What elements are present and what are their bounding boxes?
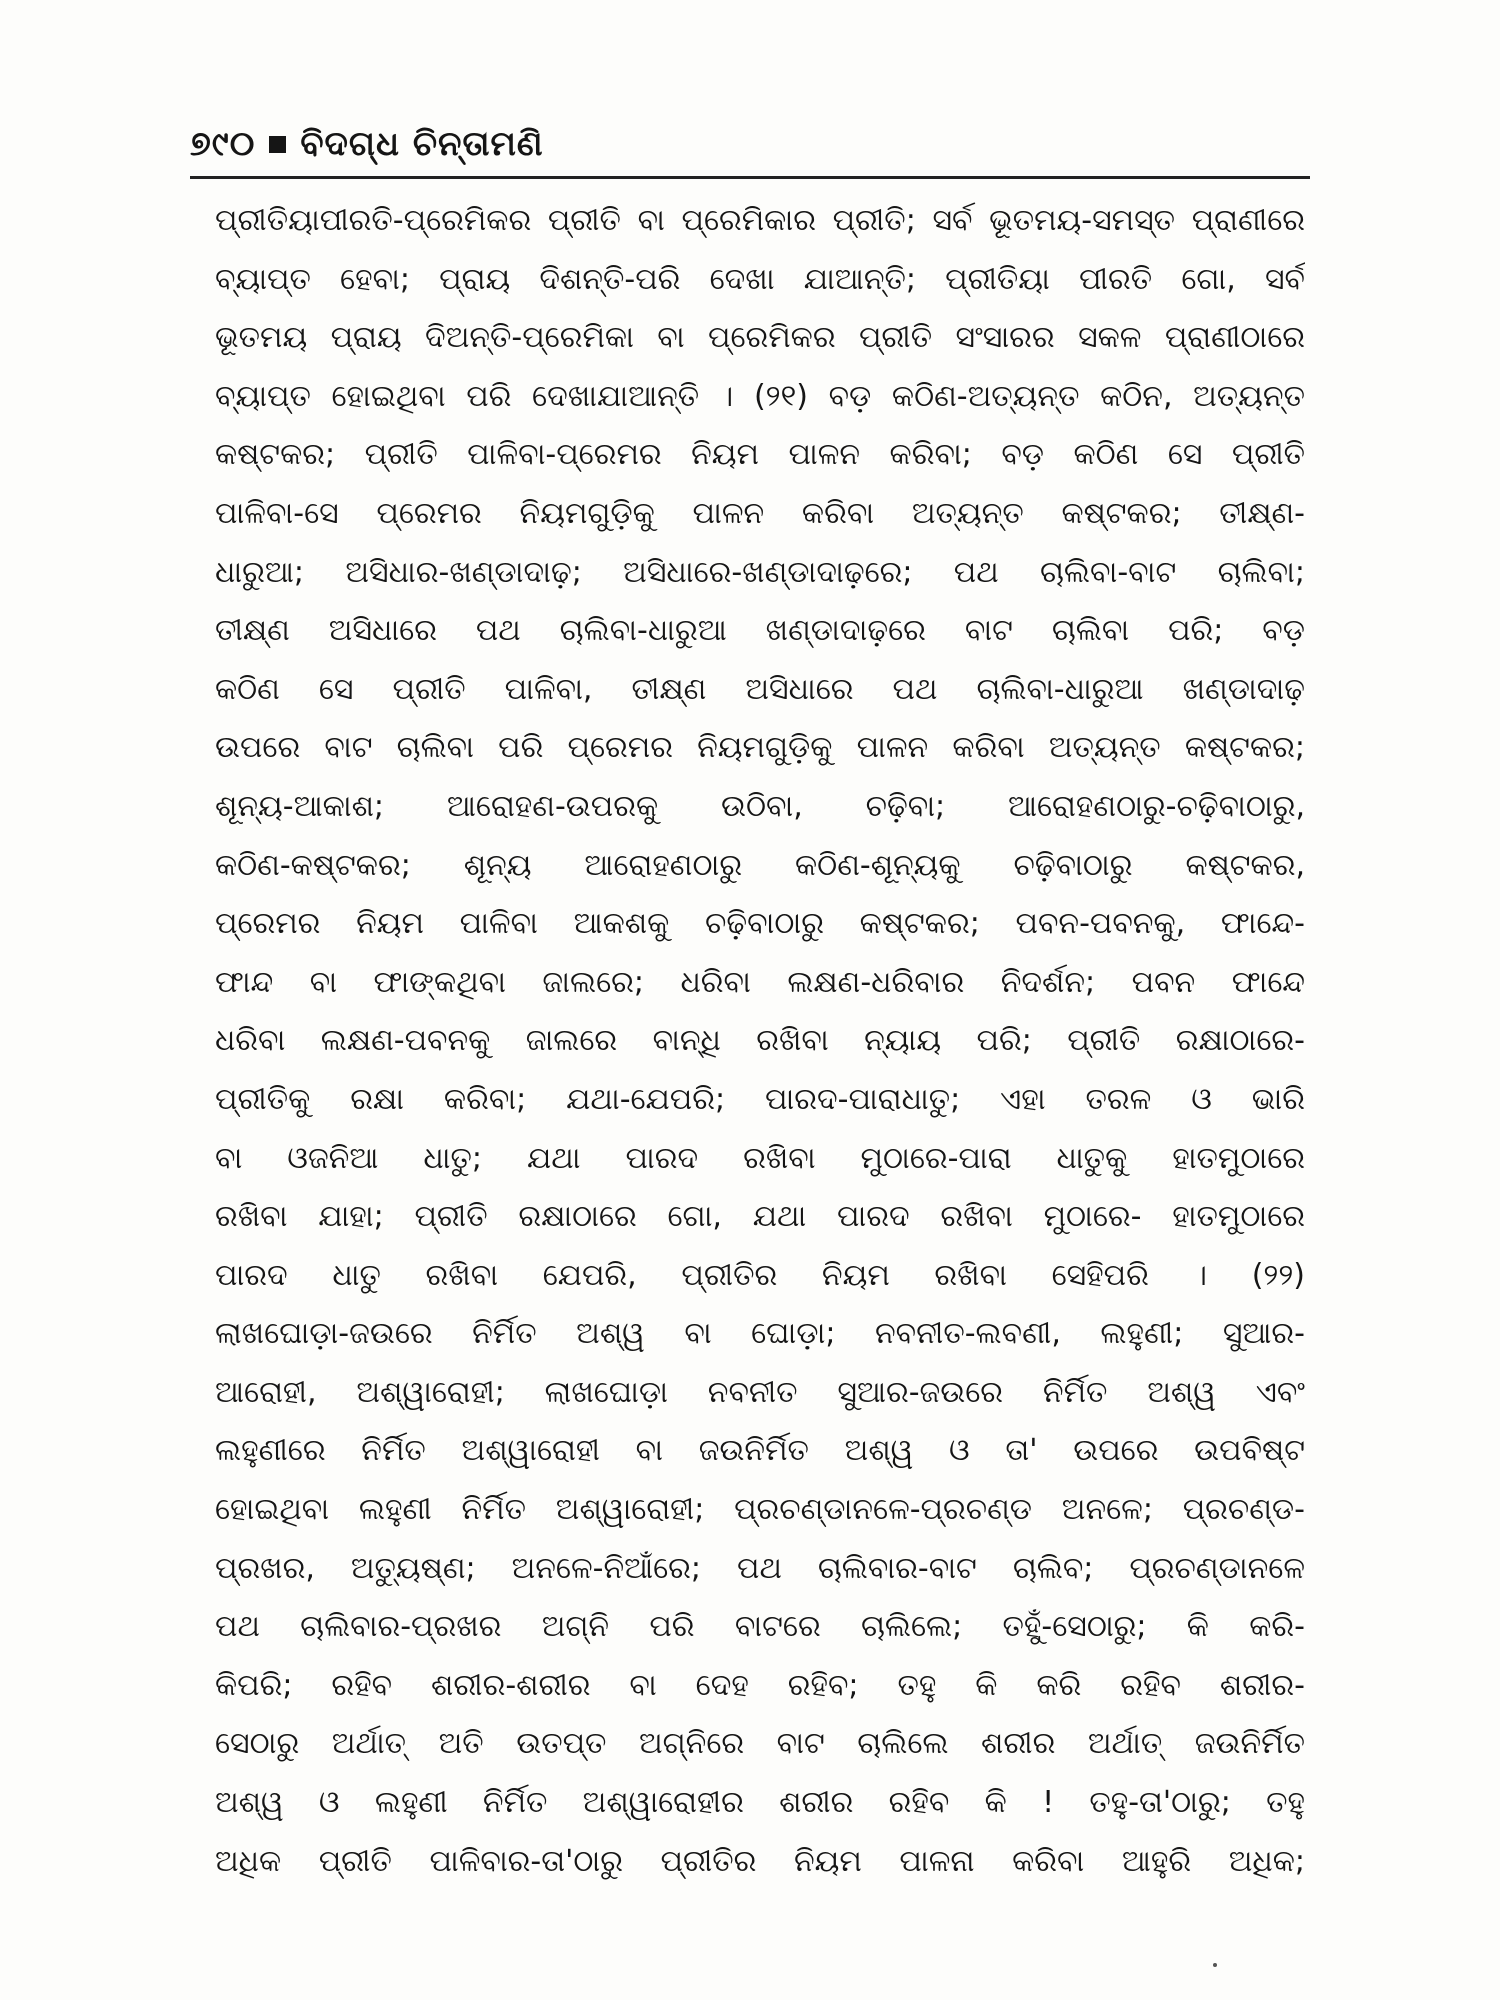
text-line: ରଖିବା ଯାହା; ପ୍ରୀତି ରକ୍ଷାଠାରେ ଗୋ, ଯଥା ପାରଦ ରଖିବା ମୁଠାରେ- ହାତମୁଠାରେ: [215, 1199, 1305, 1235]
header-rule: [190, 176, 1310, 179]
text-line: ଉପରେ ବାଟ ଚାଲିବା ପରି ପ୍ରେମର ନିୟମଗୁଡ଼ିକୁ ପାଳନ କରିବା ଅତ୍ୟନ୍ତ କଷ୍ଟକର;: [215, 730, 1305, 766]
text-line: ଭୂତମୟ ପ୍ରାୟ ଦିଅନ୍ତି-ପ୍ରେମିକା ବା ପ୍ରେମିକର ପ୍ରୀତି ସଂସାରର ସକଳ ପ୍ରାଣୀଠାରେ: [215, 320, 1305, 356]
book-title: ବିଦଗ୍ଧ ଚିନ୍ତାମଣି: [300, 124, 544, 164]
text-line: ବ୍ୟାପ୍ତ ହେବା; ପ୍ରାୟ ଦିଶନ୍ତି-ପରି ଦେଖା ଯାଆନ୍ତି; ପ୍ରୀତିୟା ପୀରତି ଗୋ, ସର୍ବ: [215, 261, 1305, 297]
separator-square-icon: [269, 136, 286, 153]
text-line: ବା ଓଜନିଆ ଧାତୁ; ଯଥା ପାରଦ ରଖିବା ମୁଠାରେ-ପାରା ଧାତୁକୁ ହାତମୁଠାରେ: [215, 1140, 1305, 1176]
text-line: ଧରିବା ଲକ୍ଷଣ-ପବନକୁ ଜାଲରେ ବାନ୍ଧି ରଖିବା ନ୍ୟାୟ ପରି; ପ୍ରୀତି ରକ୍ଷାଠାରେ-: [215, 1023, 1305, 1059]
page-number: ୭୯୦: [190, 124, 256, 164]
text-line: ଅଧିକ ପ୍ରୀତି ପାଳିବାର-ତା'ଠାରୁ ପ୍ରୀତିର ନିୟମ ପାଳନା କରିବା ଆହୁରି ଅଧିକ;: [215, 1843, 1305, 1879]
text-line: କଠିଣ ସେ ପ୍ରୀତି ପାଳିବା, ତୀକ୍ଷ୍ଣ ଅସିଧାରେ ପଥ ଚାଲିବା-ଧାରୁଆ ଖଣ୍ଡାଦାଢ଼: [215, 671, 1305, 707]
text-line: ବ୍ୟାପ୍ତ ହୋଇଥିବା ପରି ଦେଖାଯାଆନ୍ତି । (୨୧) ବଡ଼ କଠିଣ-ଅତ୍ୟନ୍ତ କଠିନ, ଅତ୍ୟନ୍ତ: [215, 378, 1305, 414]
text-line: କଷ୍ଟକର; ପ୍ରୀତି ପାଳିବା-ପ୍ରେମର ନିୟମ ପାଳନ କରିବା; ବଡ଼ କଠିଣ ସେ ପ୍ରୀତି: [215, 437, 1305, 473]
text-line: ଧାରୁଆ; ଅସିଧାର-ଖଣ୍ଡାଦାଢ଼; ଅସିଧାରେ-ଖଣ୍ଡାଦାଢ଼ରେ; ପଥ ଚାଲିବା-ବାଟ ଚାଲିବା;: [215, 554, 1305, 590]
text-line: ସେଠାରୁ ଅର୍ଥାତ୍ ଅତି ଉତପ୍ତ ଅଗ୍ନିରେ ବାଟ ଚାଲିଲେ ଶରୀର ଅର୍ଥାତ୍ ଜଉନିର୍ମିତ: [215, 1726, 1305, 1762]
scan-speck: [1213, 1963, 1217, 1967]
text-line: ପ୍ରୀତିକୁ ରକ୍ଷା କରିବା; ଯଥା-ଯେପରି; ପାରଦ-ପାରାଧାତୁ; ଏହା ତରଳ ଓ ଭାରି: [215, 1081, 1305, 1117]
text-line: ତୀକ୍ଷ୍ଣ ଅସିଧାରେ ପଥ ଚାଲିବା-ଧାରୁଆ ଖଣ୍ଡାଦାଢ଼ରେ ବାଟ ଚାଲିବା ପରି; ବଡ଼: [215, 613, 1305, 649]
text-line: ପଥ ଚାଲିବାର-ପ୍ରଖର ଅଗ୍ନି ପରି ବାଟରେ ଚାଲିଲେ; ତହୁଁ-ସେଠାରୁ; କି କରି-: [215, 1609, 1305, 1645]
text-line: ପ୍ରଖର, ଅତ୍ୟୁଷ୍ଣ; ଅନଳେ-ନିଆଁରେ; ପଥ ଚାଲିବାର-ବାଟ ଚାଲିବ; ପ୍ରଚଣ୍ଡାନଳେ: [215, 1550, 1305, 1586]
text-line: ପାଳିବା-ସେ ପ୍ରେମର ନିୟମଗୁଡ଼ିକୁ ପାଳନ କରିବା ଅତ୍ୟନ୍ତ କଷ୍ଟକର; ତୀକ୍ଷ୍ଣ-: [215, 495, 1305, 531]
text-line: ପ୍ରୀତିୟାପୀରତି-ପ୍ରେମିକର ପ୍ରୀତି ବା ପ୍ରେମିକାର ପ୍ରୀତି; ସର୍ବ ଭୂତମୟ-ସମସ୍ତ ପ୍ରାଣୀରେ: [215, 203, 1305, 238]
body-text: [215, 192, 1305, 1891]
text-line: ଅଶ୍ୱ ଓ ଲହୁଣୀ ନିର୍ମିତ ଅଶ୍ୱାରୋହୀର ଶରୀର ରହିବ କି ! ତହୁ-ତା'ଠାରୁ; ତହୁ: [215, 1785, 1305, 1821]
text-line: ଫାନ୍ଦ ବା ଫାଙ୍କଥିବା ଜାଲରେ; ଧରିବା ଲକ୍ଷଣ-ଧରିବାର ନିଦର୍ଶନ; ପବନ ଫାନ୍ଦେ: [215, 964, 1305, 1000]
text-line: ଲାଖଘୋଡ଼ା-ଜଉରେ ନିର୍ମିତ ଅଶ୍ୱ ବା ଘୋଡ଼ା; ନବନୀତ-ଲବଣୀ, ଲହୁଣୀ; ସୁଆର-: [215, 1316, 1305, 1352]
text-line: କଠିଣ-କଷ୍ଟକର; ଶୂନ୍ୟ ଆରୋହଣଠାରୁ କଠିଣ-ଶୂନ୍ୟକୁ ଚଢ଼ିବାଠାରୁ କଷ୍ଟକର,: [215, 847, 1305, 883]
running-header: [190, 118, 544, 170]
text-line: ପାରଦ ଧାତୁ ରଖିବା ଯେପରି, ପ୍ରୀତିର ନିୟମ ରଖିବା ସେହିପରି । (୨୨): [215, 1257, 1305, 1293]
text-line: କିପରି; ରହିବ ଶରୀର-ଶରୀର ବା ଦେହ ରହିବ; ତହୁ କି କରି ରହିବ ଶରୀର-: [215, 1667, 1305, 1703]
text-line: ହୋଇଥିବା ଲହୁଣୀ ନିର୍ମିତ ଅଶ୍ୱାରୋହୀ; ପ୍ରଚଣ୍ଡାନଳେ-ପ୍ରଚଣ୍ଡ ଅନଳେ; ପ୍ରଚଣ୍ଡ-: [215, 1492, 1305, 1528]
text-line: ପ୍ରେମର ନିୟମ ପାଳିବା ଆକଶକୁ ଚଢ଼ିବାଠାରୁ କଷ୍ଟକର; ପବନ-ପବନକୁ, ଫାନ୍ଦେ-: [215, 906, 1305, 942]
text-line: ଶୂନ୍ୟ-ଆକାଶ; ଆରୋହଣ-ଉପରକୁ ଉଠିବା, ଚଢ଼ିବା; ଆରୋହଣଠାରୁ-ଚଢ଼ିବାଠାରୁ,: [215, 788, 1305, 824]
text-line: ଆରୋହୀ, ଅଶ୍ୱାରୋହୀ; ଲାଖଘୋଡ଼ା ନବନୀତ ସୁଆର-ଜଉରେ ନିର୍ମିତ ଅଶ୍ୱ ଏବଂ: [215, 1374, 1305, 1410]
text-line: ଲହୁଣୀରେ ନିର୍ମିତ ଅଶ୍ୱାରୋହୀ ବା ଜଉନିର୍ମିତ ଅଶ୍ୱ ଓ ତା' ଉପରେ ଉପବିଷ୍ଟ: [215, 1433, 1305, 1469]
